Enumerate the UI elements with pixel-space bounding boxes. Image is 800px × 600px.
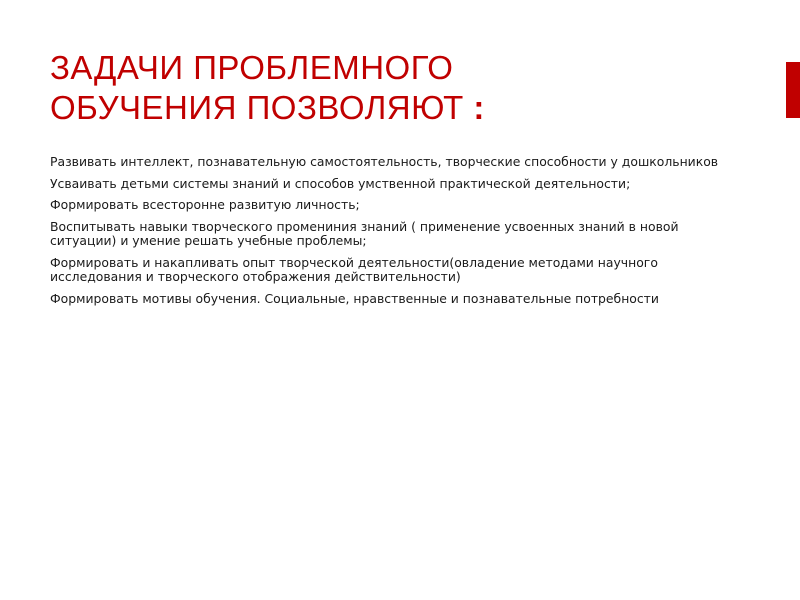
list-item: Формировать мотивы обучения. Социальные, нравственные и познавательные потребности xyxy=(50,290,659,306)
list-item: Формировать и накапливать опыт творческой деятельности(овладение методами научного исследования и творческого отображения действительности) xyxy=(50,254,658,284)
list-item: Воспитывать навыки творческого промениния знаний ( применение усвоенных знаний в новой ситуации) и умение решать учебные проблемы; xyxy=(50,218,679,248)
accent-bar xyxy=(786,62,800,118)
title-line-2 xyxy=(50,88,750,128)
title-colon: : xyxy=(473,89,485,126)
list-item: Развивать интеллект, познавательную самостоятельность, творческие способности у дошкольников xyxy=(50,154,719,169)
list-item: Формировать всесторонне развитую личность; xyxy=(50,197,360,212)
slide-body-list xyxy=(50,155,740,313)
slide-title xyxy=(50,48,750,128)
list-item: Усваивать детьми системы знаний и способов умственной практической деятельности; xyxy=(50,175,631,191)
title-line-2-text: ОБУЧЕНИЯ ПОЗВОЛЯЮТ xyxy=(50,89,464,126)
title-line-1: ЗАДАЧИ ПРОБЛЕМНОГО xyxy=(50,49,454,86)
